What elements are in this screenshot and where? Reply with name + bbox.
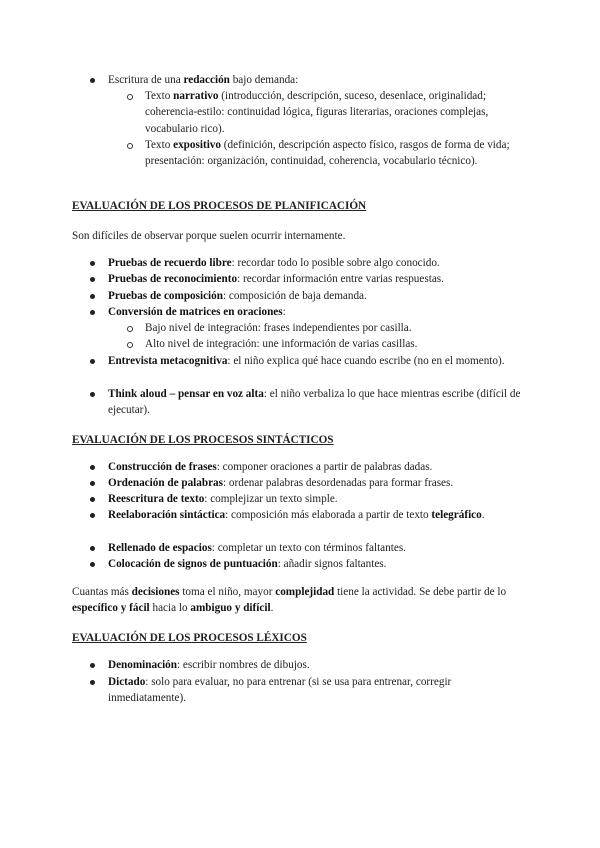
bullet-icon — [90, 663, 95, 668]
bullet-icon — [90, 294, 95, 299]
bullet-icon — [90, 78, 95, 83]
hollow-bullet-icon — [127, 326, 133, 332]
hollow-bullet-icon — [127, 143, 133, 149]
bullet-icon — [90, 359, 95, 364]
bullet-icon — [90, 465, 95, 470]
bullet-icon — [90, 392, 95, 397]
hollow-bullet-icon — [127, 94, 133, 100]
bullet-icon — [90, 546, 95, 551]
document-page: Escritura de una redacción bajo demanda: Texto narrativo (introducción, descripción, suceso, desenlace, originalidad; coherencia-estilo: continuidad lógica, figuras literarias, oraciones complejas, vocabulario rico). Texto expositivo (definición, descripción aspecto físico, rasgos de forma de vida; presentación: organización, continuidad, coherencia, vocabulario técnico). EVALUACIÓN DE LOS PROCESOS DE PLANIFICACIÓN Son difíciles de observar porque suelen ocurrir internamente. Pruebas de recuerdo libre: recordar todo lo posible sobre algo conocido. Pruebas de reconocimiento: recordar información entre varias respuestas. Pruebas de composición: composición de baja demanda. Conversión de matrices en oraciones: Bajo nivel de integración: frases independientes por casilla. Alto nivel de integración: une información de varias casillas. Entrevista metacognitiva: el niño explica qué hace cuando escribe (no en el momento). Think aloud – pensar en voz alta: el niño verbaliza lo que hace mientras escribe (difícil de ejecutar). EVALUACIÓN DE LOS PROCESOS SINTÁCTICOS Construcción de frases: componer oraciones a partir de palabras dadas. Ordenación de palabras: ordenar palabras desordenadas para formar frases. Reescritura de texto: complejizar un texto simple. Reelaboración sintáctica: composición más elaborada a partir de texto telegráfico. Rellenado de espacios: completar un texto con términos faltantes. Colocación de signos de puntuación: añadir signos faltantes. Cuantas más decisiones toma el niño, mayor complejidad tiene la actividad. Se debe partir de lo específico y fácil hacia lo ambiguo y difícil. EVALUACIÓN DE LOS PROCESOS LÉXICOS Denominación: escribir nombres de dibujos. Dictado: solo para evaluar, no para entrenar (si se usa para entrenar, corregir inmediatamente). — [0, 0, 600, 848]
section-heading-syntax: EVALUACIÓN DE LOS PROCESOS SINTÁCTICOS — [72, 434, 334, 446]
complexity-paragraph: Cuantas más decisiones toma el niño, mayor complejidad tiene la actividad. Se debe partir de lo específico y fácil hacia lo ambiguo y difícil. — [72, 586, 507, 615]
section-heading-planning: EVALUACIÓN DE LOS PROCESOS DE PLANIFICACIÓN — [72, 200, 367, 212]
hollow-bullet-icon — [127, 342, 133, 348]
bullet-icon — [90, 261, 95, 266]
bullet-icon — [90, 497, 95, 502]
bullet-icon — [90, 310, 95, 315]
bullet-icon — [90, 277, 95, 282]
bullet-icon — [90, 562, 95, 567]
bullet-icon — [90, 513, 95, 518]
bullet-icon — [90, 481, 95, 486]
bullet-icon — [90, 680, 95, 685]
section-heading-lexical: EVALUACIÓN DE LOS PROCESOS LÉXICOS — [72, 632, 307, 644]
planning-intro: Son difíciles de observar porque suelen ocurrir internamente. — [72, 230, 346, 242]
